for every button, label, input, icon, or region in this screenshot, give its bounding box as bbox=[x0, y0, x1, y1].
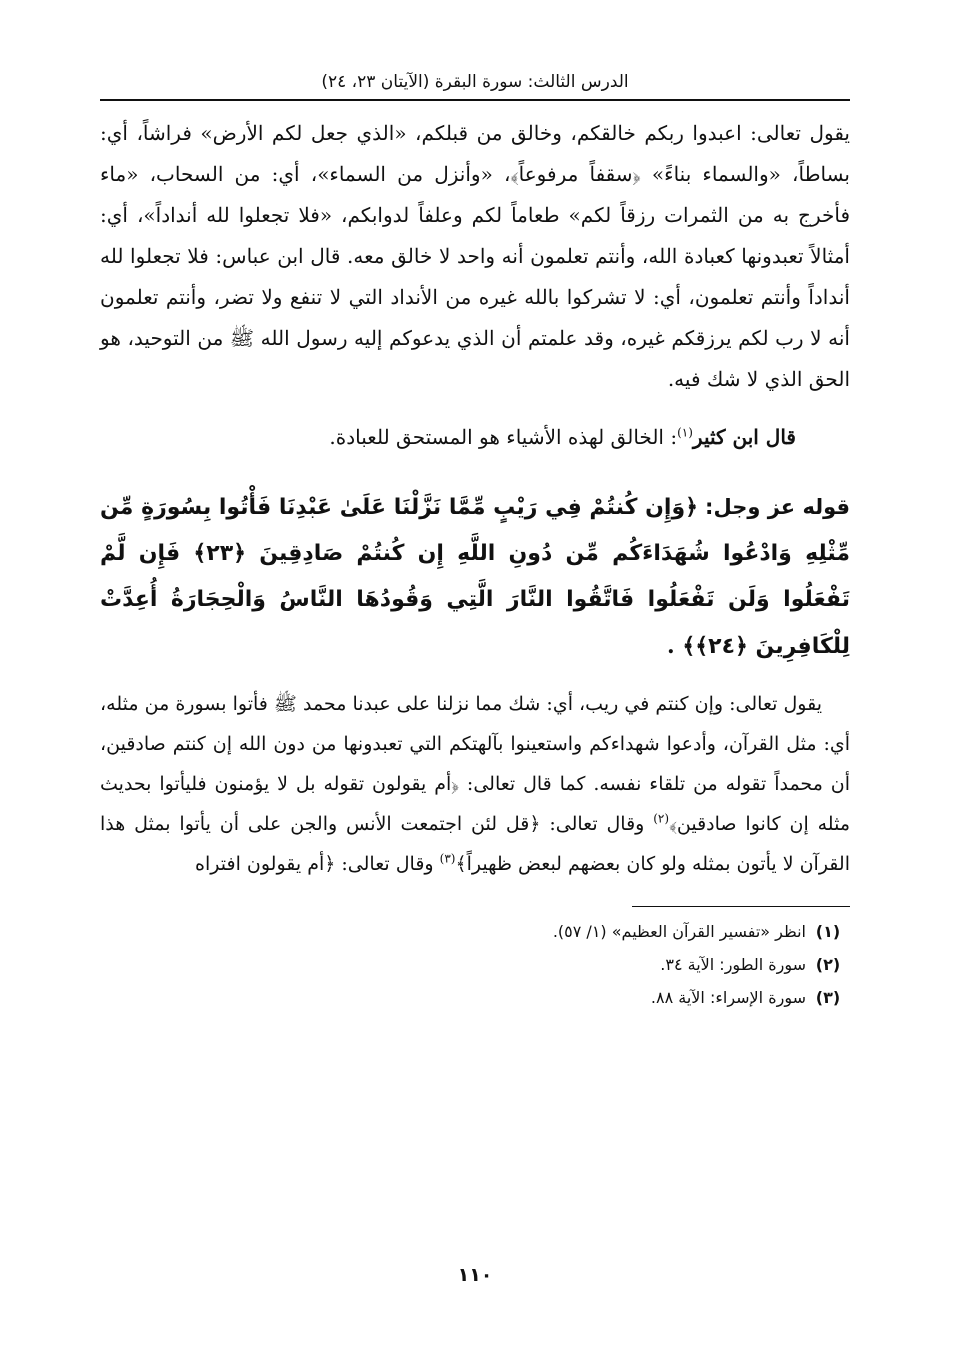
footnote-text: سورة الطور: الآية ٣٤. bbox=[660, 955, 806, 974]
ibn-kathir-lead: قال ابن كثير bbox=[692, 425, 796, 449]
footnote-text: انظر «تفسير القرآن العظيم» (١/ ٥٧). bbox=[552, 922, 806, 941]
footnote-ref-2: (٢) bbox=[653, 811, 670, 826]
footnote-item bbox=[100, 948, 850, 981]
tafsir-paragraph-2 bbox=[100, 684, 850, 884]
page-number: ١١٠ bbox=[457, 1264, 493, 1286]
verse-open-bracket: ﴿ bbox=[685, 494, 699, 520]
footnote-number: (٢) bbox=[815, 955, 841, 974]
footnote-divider bbox=[632, 906, 850, 907]
footnote-text: سورة الإسراء: الآية ٨٨. bbox=[650, 988, 806, 1007]
paragraph-2-part-c: وقال تعالى: ﴿أم يقولون افتراه bbox=[195, 853, 440, 875]
ibn-kathir-statement bbox=[100, 420, 796, 454]
footnote-item bbox=[100, 981, 850, 1014]
footnotes bbox=[100, 915, 850, 1014]
tafsir-paragraph-1: يقول تعالى: اعبدوا ربكم خالقكم، وخالق من قبلكم، «الذي جعل لكم الأرض» فراشاً، أي: بساطاً، «والسماء بناءً» ﴿سقفاً مرفوعاً﴾، «وأنزل من السماء»، أي: من السحاب، «ماء فأخرج به من الثمرات رزقاً لكم» طعاماً لكم وعلفاً لدوابكم، «فلا تجعلوا لله أنداداً»، أي: أمثالاً تعبدونها كعبادة الله، وأنتم تعلمون أنه واحد لا خالق معه. قال ابن عباس: فلا تجعلوا لله أنداداً وأنتم تعلمون، أي: لا تشركوا بالله غيره من الأنداد التي لا تنفع ولا تضر، وأنتم تعلمون أنه لا رب لكم يرزقكم غيره، وقد علمتم أن الذي يدعوكم إليه رسول الله ﷺ من التوحيد، هو الحق الذي لا شك فيه. bbox=[100, 121, 850, 391]
quran-verse-block bbox=[100, 484, 850, 670]
footnote-ref-1: (١) bbox=[677, 425, 693, 440]
paragraph-2-part-a: يقول تعالى: وإن كنتم في ريب، أي: شك مما نزلنا على عبدنا محمد ﷺ فأتوا بسورة من مثله، أي: مثل القرآن، وأدعوا شهداءكم واستعينوا بآلهتكم التي تعبدونها من دون الله إن كنتم صادقين، أن محمداً تقوله من تلقاء نفسه. كما قال تعالى: ﴿أم يقولون تقوله بل لا يؤمنون فليأتوا بحديث مثله إن كانوا صادقين﴾ bbox=[100, 693, 851, 835]
paragraph-2-part-b: وقال تعالى: ﴿قل لئن اجتمعت الأنس والجن على أن يأتوا بمثل هذا القرآن لا يأتون بمثله ولو كان بعضهم لبعض ظهيراً﴾ bbox=[100, 813, 850, 875]
footnote-number: (٣) bbox=[815, 988, 841, 1007]
running-header-title: الدرس الثالث: سورة البقرة (الآيتان ٢٣، ٢٤) bbox=[321, 72, 629, 92]
running-header bbox=[100, 70, 850, 101]
verse-lead: قوله عز وجل: bbox=[705, 495, 851, 519]
verse-close-bracket: ﴾ . bbox=[667, 633, 696, 659]
footnote-number: (١) bbox=[815, 922, 841, 941]
footnote-item bbox=[100, 915, 850, 948]
footnote-ref-3: (٣) bbox=[439, 851, 456, 866]
book-page bbox=[100, 70, 850, 1330]
ibn-kathir-text: : الخالق لهذه الأشياء هو المستحق للعبادة. bbox=[329, 425, 678, 449]
verse-text: وَإِن كُنتُمْ فِي رَيْبٍ مِّمَّا نَزَّلْنَا عَلَىٰ عَبْدِنَا فَأْتُوا بِسُورَةٍ مِّن مِّثْلِهِ وَادْعُوا شُهَدَاءَكُم مِّن دُونِ اللَّهِ إِن كُنتُمْ صَادِقِينَ ﴿٢٣﴾ فَإِن لَّمْ تَفْعَلُوا وَلَن تَفْعَلُوا فَاتَّقُوا النَّارَ الَّتِي وَقُودُهَا النَّاسُ وَالْحِجَارَةُ أُعِدَّتْ لِلْكَافِرِينَ ﴿٢٤﴾ bbox=[100, 495, 850, 659]
